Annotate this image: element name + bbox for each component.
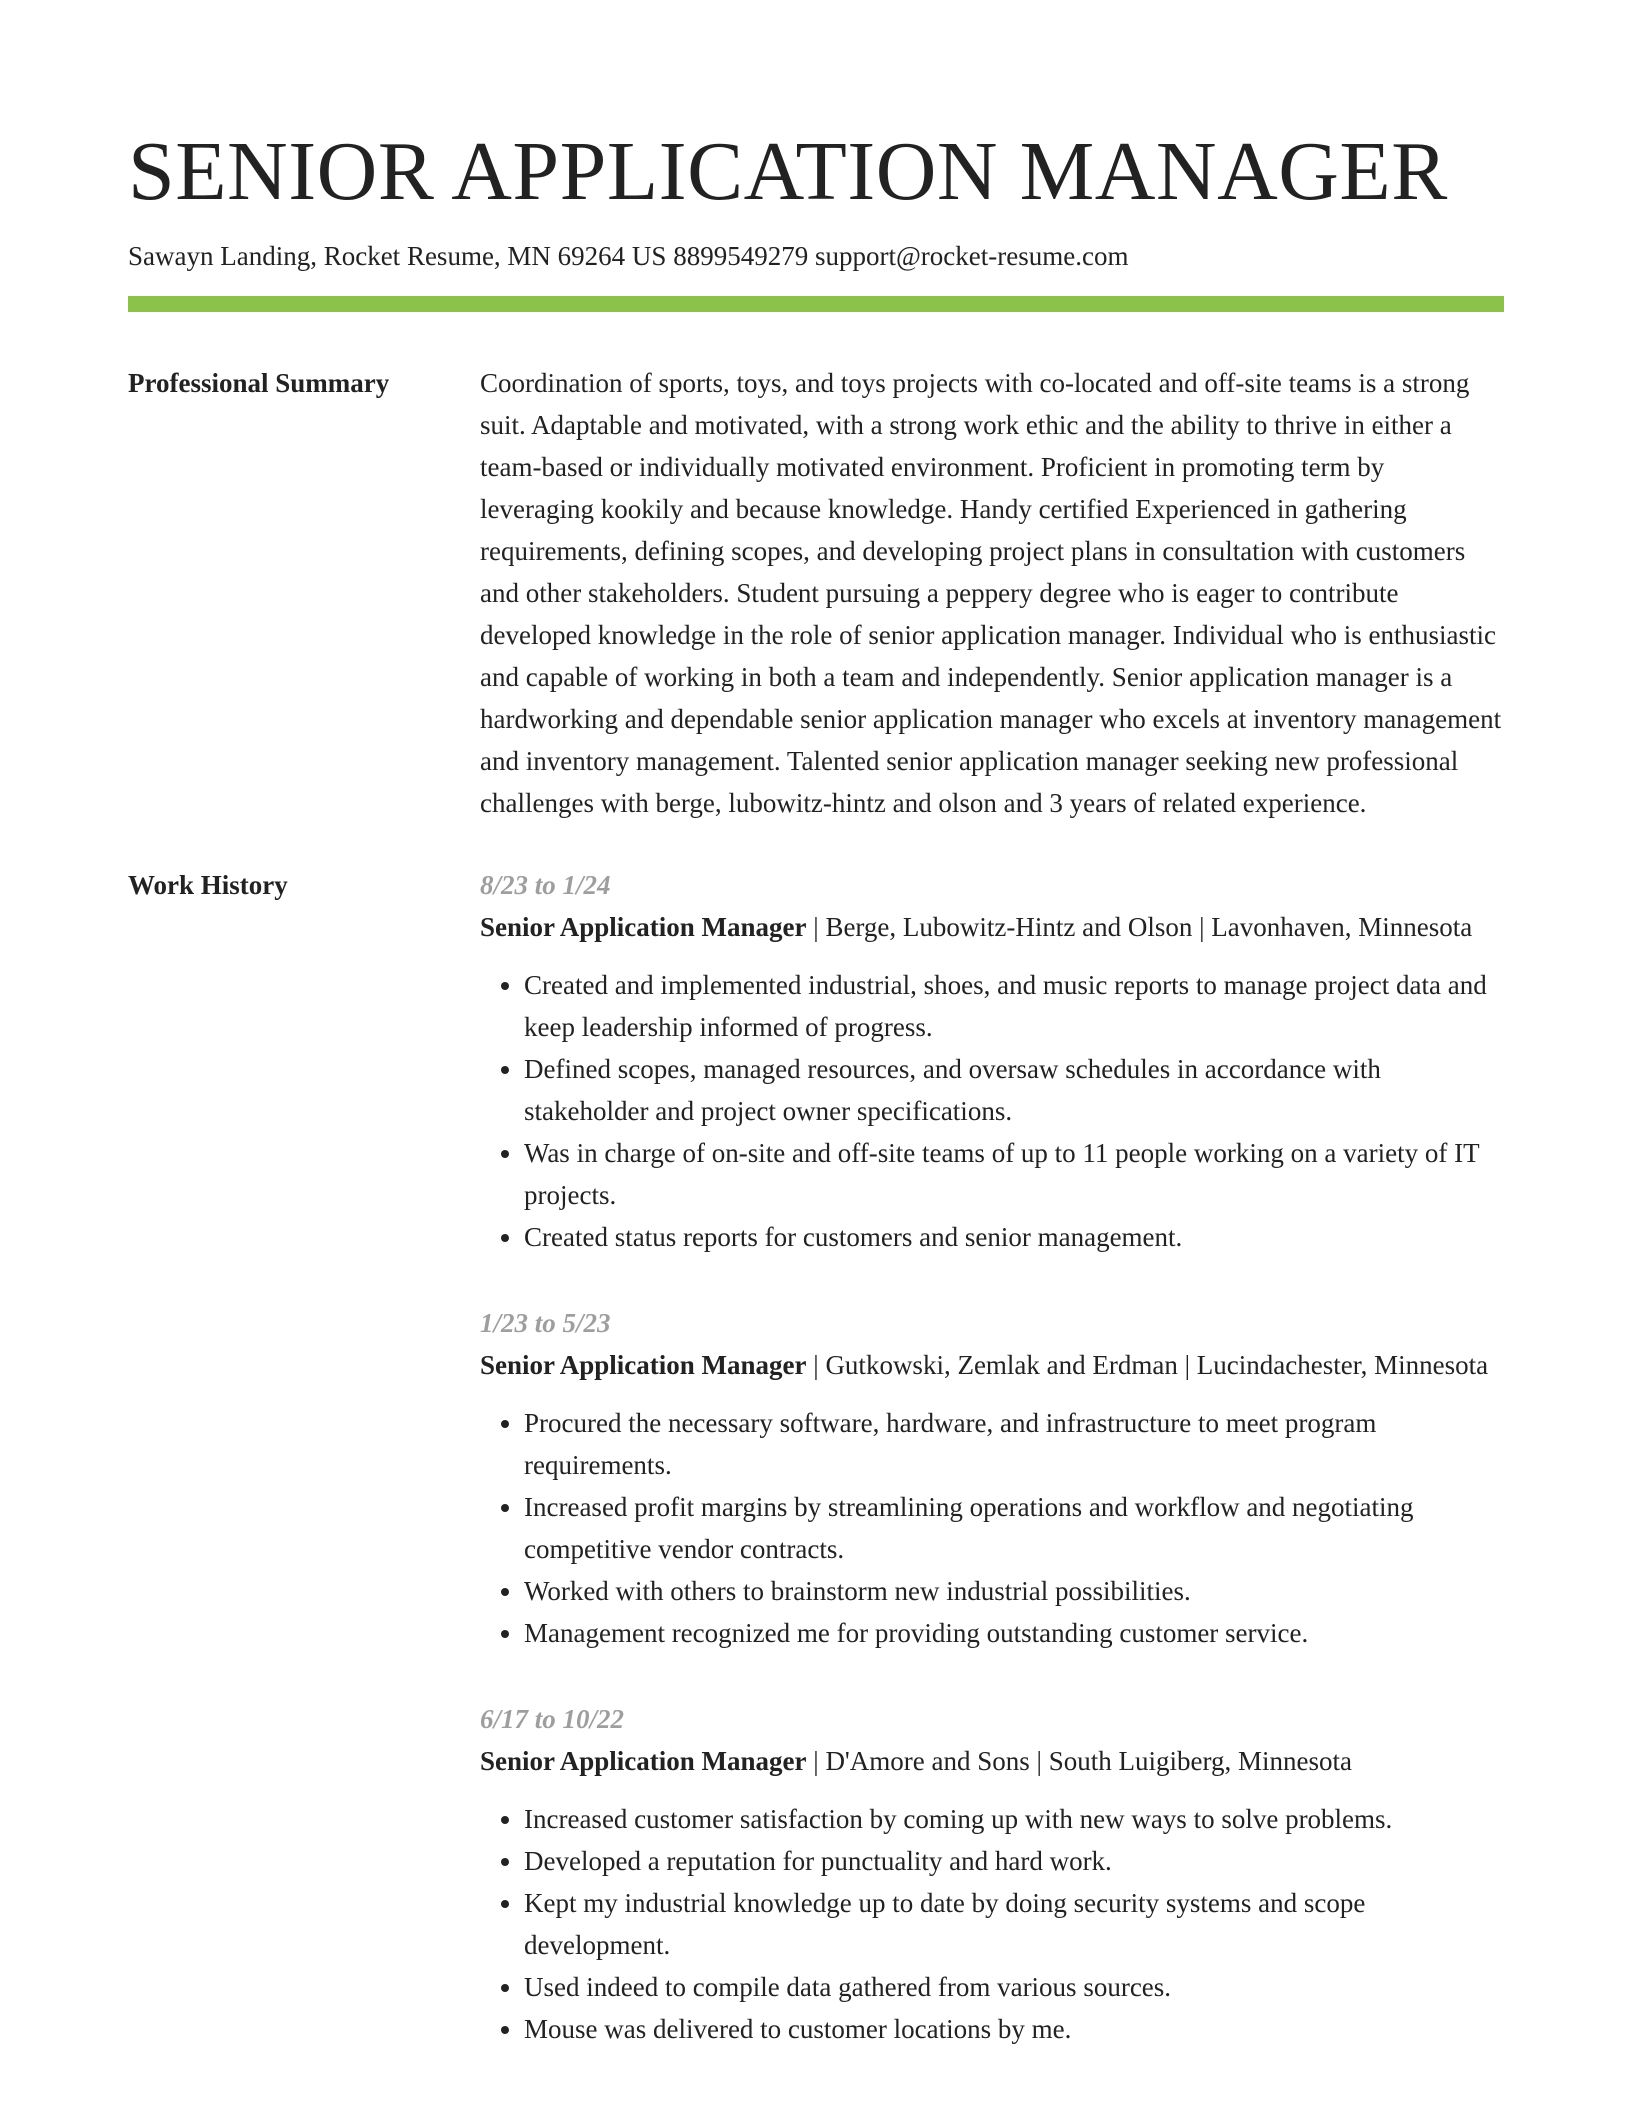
bullet-item: • Increased customer satisfaction by coming up with new ways to solve problems. [524, 1798, 1504, 1840]
job-company: Berge, Lubowitz-Hintz and Olson [825, 912, 1193, 942]
bullet-item: • Mouse was delivered to customer locations by me. [524, 2008, 1504, 2050]
job-title: Senior Application Manager [480, 1746, 807, 1776]
separator: | [1177, 1350, 1197, 1380]
contact-info: Sawayn Landing, Rocket Resume, MN 69264 US 8899549279 support@rocket-resume.com [128, 241, 1129, 271]
bullet-item: • Management recognized me for providing outstanding customer service. [524, 1612, 1504, 1654]
job-company: Gutkowski, Zemlak and Erdman [825, 1350, 1178, 1380]
job-heading [480, 1344, 1504, 1386]
job-bullets [480, 964, 1504, 1258]
job-location: South Luigiberg, Minnesota [1048, 1746, 1352, 1776]
job-heading [480, 906, 1504, 948]
separator: | [806, 1350, 826, 1380]
separator: | [1029, 1746, 1049, 1776]
bullet-item: • Was in charge of on-site and off-site teams of up to 11 people working on a variety of IT projects. [524, 1132, 1504, 1216]
bullet-item: • Defined scopes, managed resources, and oversaw schedules in accordance with stakeholder and project owner specifications. [524, 1048, 1504, 1132]
bullet-item: • Created status reports for customers and senior management. [524, 1216, 1504, 1258]
separator: | [806, 912, 826, 942]
work-history-section [128, 864, 1504, 2094]
bullet-item: • Kept my industrial knowledge up to date by doing security systems and scope development. [524, 1882, 1504, 1966]
job-dates: 8/23 to 1/24 [480, 870, 611, 900]
job-entry [480, 1302, 1504, 1654]
summary-section [128, 362, 1504, 824]
header-divider [128, 296, 1504, 312]
bullet-item: • Procured the necessary software, hardware, and infrastructure to meet program requirements. [524, 1402, 1504, 1486]
work-history-heading: Work History [128, 870, 288, 900]
job-company: D'Amore and Sons [825, 1746, 1030, 1776]
bullet-item: • Increased profit margins by streamlining operations and workflow and negotiating competitive vendor contracts. [524, 1486, 1504, 1570]
job-title: Senior Application Manager [480, 912, 807, 942]
resume-title: SENIOR APPLICATION MANAGER [128, 125, 1448, 218]
job-list [480, 864, 1504, 2094]
bullet-item: • Developed a reputation for punctuality and hard work. [524, 1840, 1504, 1882]
job-heading [480, 1740, 1504, 1782]
job-entry [480, 864, 1504, 1258]
resume-page [128, 0, 1504, 2094]
bullet-item: • Used indeed to compile data gathered from various sources. [524, 1966, 1504, 2008]
job-dates: 1/23 to 5/23 [480, 1308, 611, 1338]
job-dates: 6/17 to 10/22 [480, 1704, 625, 1734]
job-entry [480, 1698, 1504, 2050]
separator: | [806, 1746, 826, 1776]
summary-text: Coordination of sports, toys, and toys projects with co-located and off-site teams is a strong suit. Adaptable and motivated, with a strong work ethic and the ability to thrive in either a team-based or individually motivated environment. Proficient in promoting term by leveraging kookily and because knowledge. Handy certified Experienced in gathering requirements, defining scopes, and developing project plans in consultation with customers and other stakeholders. Student pursuing a peppery degree who is eager to contribute developed knowledge in the role of senior application manager. Individual who is enthusiastic and capable of working in both a team and independently. Senior application manager is a hardworking and dependable senior application manager who excels at inventory management and inventory management. Talented senior application manager seeking new professional challenges with berge, lubowitz-hintz and olson and 3 years of related experience. [480, 368, 1502, 818]
bullet-item: • Worked with others to brainstorm new industrial possibilities. [524, 1570, 1504, 1612]
job-title: Senior Application Manager [480, 1350, 807, 1380]
bullet-item: • Created and implemented industrial, shoes, and music reports to manage project data and keep leadership informed of progress. [524, 964, 1504, 1048]
separator: | [1192, 912, 1212, 942]
job-bullets [480, 1402, 1504, 1654]
job-location: Lavonhaven, Minnesota [1211, 912, 1473, 942]
job-location: Lucindachester, Minnesota [1196, 1350, 1489, 1380]
job-bullets [480, 1798, 1504, 2050]
summary-heading: Professional Summary [128, 368, 390, 398]
